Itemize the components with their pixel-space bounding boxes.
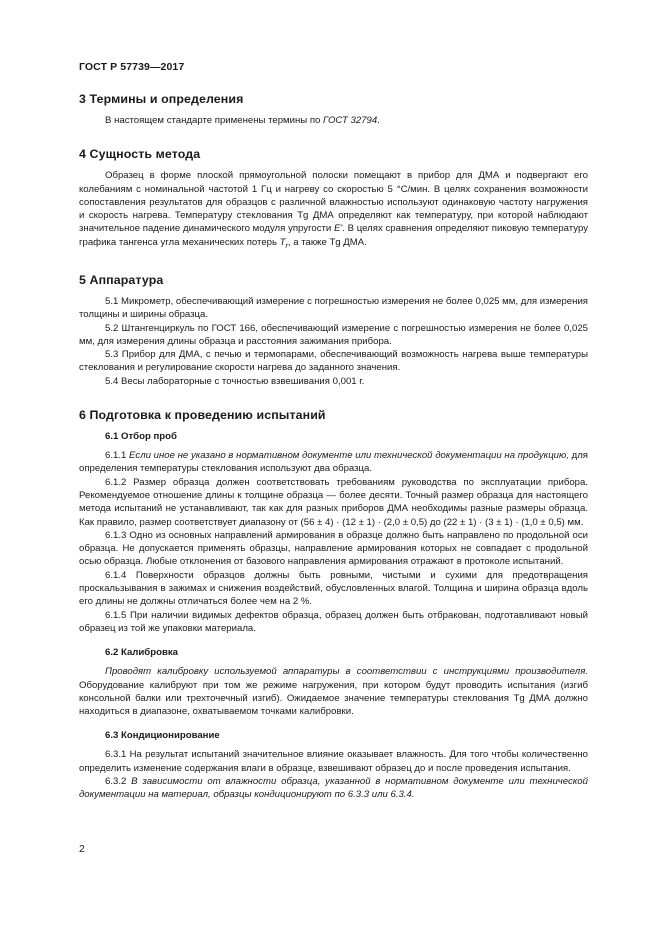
- section-5-title: 5 Аппаратура: [79, 272, 164, 287]
- clause-6-2: [79, 665, 588, 718]
- temperature-subscript: r: [285, 242, 288, 250]
- italic-text: Если иное не указано в нормативном документе или технической документации на продукцию,: [129, 450, 569, 462]
- clause-5-2: 5.2 Штангенциркуль по ГОСТ 166, обеспечивающий измерение с погрешностью измерения не более 0,025 мм, для измерения длины образца и расстояния зажимания прибора.: [79, 322, 588, 347]
- clause-6-3-2: [79, 775, 588, 802]
- section-6: [79, 407, 588, 802]
- modulus-symbol: E': [334, 223, 343, 235]
- clause-5-3: 5.3 Прибор для ДМА, с печью и термопарами, обеспечивающий возможность нагрева выше температуры стеклования и регулирование скорости нагрева до заданного значения.: [79, 349, 588, 374]
- text-span: 6.3.2: [105, 776, 132, 787]
- subsection-6-2: [79, 646, 588, 718]
- text-span: для определения температуры стеклования используют два образца.: [79, 450, 588, 475]
- section-3-text: [79, 114, 588, 127]
- text-span: . В целях сравнения определяют пиковую температуру графика тангенса угла механических потерь: [79, 223, 589, 248]
- subsection-6-1-title: 6.1 Отбор проб: [105, 431, 177, 443]
- page-content: [79, 91, 588, 814]
- text-span: Образец в форме плоской прямоугольной полоски помещают в прибор для ДМА и подвергают его колебаниям с номинальной частотой 1 Гц и нагреву со скоростью 5 °С/мин. В целях сохранения возможности сопоставления результатов для образцов с различной влажностью используют одинаковую частоту нагружения и скорость нагрева. Температуру стеклования Tg ДМА определяют как температуру, при которой наблюдают значительное падение динамического модуля упругости: [79, 170, 588, 235]
- clause-5-1: 5.1 Микрометр, обеспечивающий измерение с погрешностью измерения не более 0,025 мм, для измерения толщины и ширины образца.: [79, 295, 588, 321]
- section-6-title: 6 Подготовка к проведению испытаний: [79, 408, 326, 423]
- subsection-6-1: [79, 430, 588, 635]
- subsection-6-3-title: 6.3 Кондиционирование: [105, 730, 220, 742]
- section-5: [79, 272, 588, 388]
- temperature-symbol: T: [279, 236, 286, 248]
- clause-6-1-1: [79, 449, 588, 476]
- text-span: 6.1.1: [105, 450, 130, 462]
- reference-link: ГОСТ 32794: [323, 115, 378, 126]
- section-4-text: [79, 169, 588, 253]
- document-header: ГОСТ Р 57739—2017: [79, 61, 185, 73]
- section-3: [79, 91, 588, 127]
- text-span: .: [377, 115, 380, 126]
- clause-6-1-2: 6.1.2 Размер образца должен соответствовать требованиям руководства по эксплуатации прибора. Рекомендуемое отношение длины к толщине образца — более десяти. Точный размер образца для настоящего метода испытаний не устанавливают, так как для разных приборов ДМА необходимы разные размеры образца. Как правило, размер соответствует диапазону от (56 ± 4) · (12 ± 1) · (2,0 ± 0,5) до (22 ± 1) · (3 ± 1) · (1,0 ± 0,5) мм.: [79, 476, 588, 528]
- clause-6-1-3: 6.1.3 Одно из основных направлений армирования в образце должно быть направлено по продольной оси образца. Не допускается применять образцы, направление армирования которых не совпадает с продольной осью образца. Любые отклонения от базового направления армирования отражают в протоколе испытаний.: [79, 529, 588, 568]
- clause-5-4: 5.4 Весы лабораторные с точностью взвешивания 0,001 г.: [105, 375, 365, 387]
- text-span: , а также Tg ДМА.: [287, 236, 367, 248]
- text-span: Оборудование калибруют при том же режиме нагружения, при котором будут проводить испытания (изгиб консольной балки или трехточечный изгиб). Ожидаемое значение температуры стеклования Tg ДМА должно находиться в диапазоне, охватываемом точками калибровки.: [79, 679, 588, 718]
- text-span: В настоящем стандарте применены термины по: [105, 115, 324, 126]
- section-4: [79, 146, 588, 253]
- italic-text: Проводят калибровку используемой аппаратуры в соответствии с инструкциями производителя.: [105, 666, 588, 678]
- page-number: 2: [79, 843, 85, 855]
- section-4-title: 4 Сущность метода: [79, 147, 201, 162]
- clause-6-1-4: 6.1.4 Поверхности образцов должны быть ровными, чистыми и сухими для предотвращения проскальзывания в зажимах и снижения воздействий, обусловленных влагой. Толщина и ширина образца вдоль его длины не должны отличаться более чем на 2 %.: [79, 569, 588, 608]
- italic-text: В зависимости от влажности образца, указанной в нормативном документе или технической документации на материал, образцы кондиционируют по 6.3.3 или 6.3.4.: [79, 776, 588, 801]
- section-3-title: 3 Термины и определения: [79, 92, 244, 106]
- clause-6-3-1: 6.3.1 На результат испытаний значительное влияние оказывает влажность. Для того чтобы количественно определить изменение содержания влаги в образце, взвешивают образец до и после проведения испытания.: [79, 749, 588, 774]
- subsection-6-2-title: 6.2 Калибровка: [105, 647, 178, 659]
- clause-6-1-5: 6.1.5 При наличии видимых дефектов образца, образец должен быть отбракован, подготавливают новый образец из той же упаковки материала.: [79, 609, 588, 634]
- subsection-6-3: [79, 729, 588, 801]
